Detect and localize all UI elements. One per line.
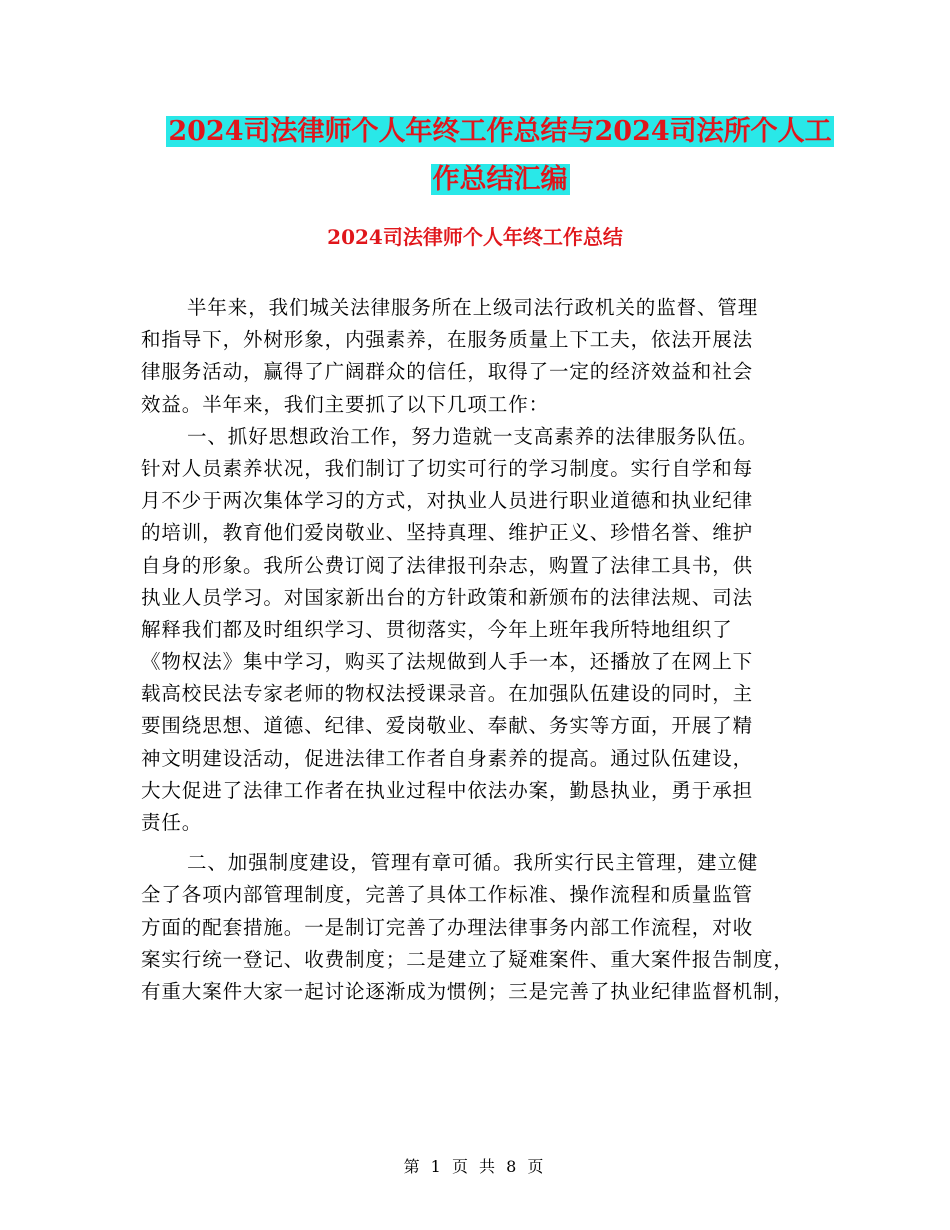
text-line: 律服务活动，赢得了广阔群众的信任，取得了一定的经济效益和社会	[141, 360, 754, 384]
text-line: 的培训，教育他们爱岗敬业、坚持真理、维护正义、珍惜名誉、维护	[141, 521, 754, 545]
text-line: 二、加强制度建设，管理有章可循。我所实行民主管理，建立健	[187, 851, 759, 875]
text-line: 和指导下，外树形象，内强素养，在服务质量上下工夫，依法开展法	[141, 328, 754, 352]
text-line: 一、抓好思想政治工作，努力造就一支高素养的法律服务队伍。	[187, 424, 759, 448]
text-line: 案实行统一登记、收费制度；二是建立了疑难案件、重大案件报告制度，	[141, 947, 794, 971]
text-line: 解释我们都及时组织学习、贯彻落实，今年上班年我所特地组织了	[141, 617, 733, 641]
paragraph-intro	[141, 292, 826, 421]
section-title: 2024司法律师个人年终工作总结	[327, 225, 623, 249]
document-title-line-1: 2024司法律师个人年终工作总结与2024司法所个人工	[168, 116, 832, 147]
text-line: 《物权法》集中学习，购买了法规做到人手一本，还播放了在网上下	[141, 650, 754, 674]
text-line: 大大促进了法律工作者在执业过程中依法办案，勤恳执业，勇于承担	[141, 778, 754, 802]
text-line: 执业人员学习。对国家新出台的方针政策和新颁布的法律法规、司法	[141, 585, 754, 609]
page-number-footer: 第 1 页 共 8 页	[403, 1157, 547, 1176]
text-line: 全了各项内部管理制度，完善了具体工作标准、操作流程和质量监管	[141, 883, 754, 907]
text-line: 神文明建设活动，促进法律工作者自身素养的提高。通过队伍建设，	[141, 746, 754, 770]
text-line: 针对人员素养状况，我们制订了切实可行的学习制度。实行自学和每	[141, 456, 754, 480]
document-title-line-2: 作总结汇编	[432, 164, 568, 195]
paragraph-section-1	[141, 421, 826, 839]
text-line: 自身的形象。我所公费订阅了法律报刊杂志，购置了法律工具书，供	[141, 553, 754, 577]
text-line: 月不少于两次集体学习的方式，对执业人员进行职业道德和执业纪律	[141, 489, 754, 513]
text-line: 要围绕思想、道德、纪律、爱岗敬业、奉献、务实等方面，开展了精	[141, 714, 754, 738]
text-line: 半年来，我们城关法律服务所在上级司法行政机关的监督、管理	[187, 296, 759, 319]
document-title	[140, 108, 860, 204]
text-line: 有重大案件大家一起讨论逐渐成为惯例；三是完善了执业纪律监督机制，	[141, 979, 794, 1003]
paragraph-spacer	[141, 839, 826, 847]
text-line: 载高校民法专家老师的物权法授课录音。在加强队伍建设的同时，主	[141, 682, 754, 706]
paragraph-section-2	[141, 847, 826, 1008]
text-line: 责任。	[141, 811, 203, 834]
document-body	[141, 292, 826, 1008]
text-line: 方面的配套措施。一是制订完善了办理法律事务内部工作流程，对收	[141, 915, 754, 939]
text-line: 效益。半年来，我们主要抓了以下几项工作：	[141, 392, 550, 416]
